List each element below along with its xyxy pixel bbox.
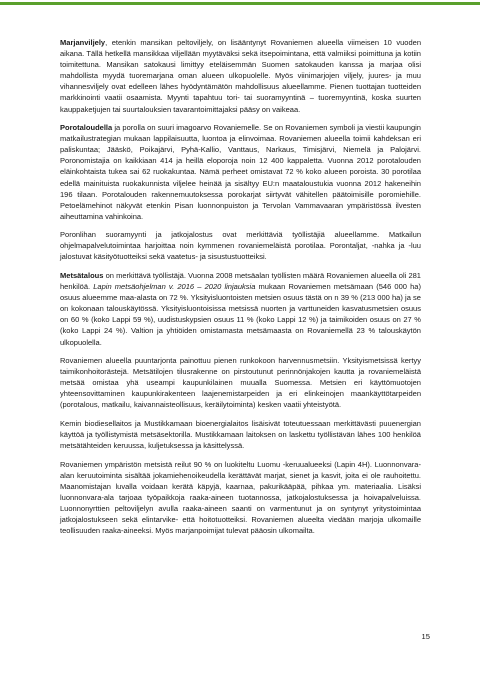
paragraph-text: ja porolla on suuri imagoarvo Rovaniemelle. Se on Rovaniemen symboli ja viestii kaupungin matkailustrategian mukaan lappilaisuutta, luontoa ja elinvoimaa. Rovaniemen alueella toimii kahdeksan eri paliskuntaa; Jääskö, Poikajärvi, Pyhä-Kallio, Vanttaus, Narkaus, Timisjärvi, Niemelä ja Palojärvi. Poronomistajia on kaikkiaan 414 ja heillä eloporoja noin 12 400 kappaletta. Vuonna 2012 porotalouden eläinkohtaista tukea sai 62 ruokakuntaa. Nämä perheet omistavat 72 % koko alueen poroista. 30 porotilaa edellä mainituista ruokakunnista viljelee heinää ja sisältyy EU:n maataloustukia vuonna 2012 hakeneihin 196 tilaan. Porotalouden rakennemuutoksessa porokarjat siirtyvät vähitellen päätoimisille poromiehille. Petoelämehinot näkyvät etenkin Pisan luonnonpuiston ja Tervolan Vammavaaran ympäristössä ilvesten aiheuttamina vahinkoina.: [60, 123, 421, 221]
paragraph-italic-reference: Lapin metsäohjelman v. 2016 – 2020 linjauksia: [93, 282, 256, 292]
paragraph-text: mukaan Rovaniemen metsämaan (546 000 ha) osuus alueemme maa-alasta on 72 %. Yksityisluontoisten metsien osuus tästä on n 39 % (213 000 ha) ja se on kokonaan talouskäytössä. Yksityisluontoisissa metsissä nuorten ja varttuneiden kasvatusmetsien osuus on 60 % (koko Lappi 59 %), uudistuskypsien osuus 11 % (koko Lappi 12 %) ja taimikoiden osuus on 27 % (koko Lappi 24 %). Valtion ja yhtiöiden omistamasta metsämaasta on Rovaniemellä 23 % talouskäytön ulkopuolella.: [60, 282, 421, 347]
paragraph-bioenergia: [60, 418, 421, 451]
paragraph-text: Rovaniemen ympäristön metsistä reilut 90 % on luokiteltu Luomu -keruualueeksi (Lapin 4H). Luonnonvara-alan keruutoiminta sisältää jokamiehenoikeudella kerättävät marjat, sienet ja kasvit, joita ei ole rauhoitettu. Maanomistajan luvalla voidaan kerätä käpyjä, kaarnaa, pakurikääpää, pihkaa ym. materiaalia. Lisäksi luonnonvara-ala tarjoaa työpaikkoja raaka-aineen tuotannossa, jatkojalostuksessa ja hoivapalveluissa. Luonnonyrttien peltoviljelyn avulla raaka-aineen saanti on varmentunut ja on syntynyt yritystoimintaa jatkojalostukseen sekä elintarvike- että hoitotuotteiksi. Rovaniemen alueelta viedään marjoja ulkomaille teollisuuden raaka-aineeksi. Myös marjanpoimijat tulevat pääosin ulkomailta.: [60, 459, 421, 536]
paragraph-lead: Porotaloudella: [60, 123, 113, 133]
paragraph-text: Kemin biodiesellaitos ja Mustikkamaan bioenergialaitos lisäisivät toteutuessaan merkittävästi puuenergian käyttöä ja työllistymistä metsäsektorilla. Mustikkamaan laitoksen on laskettu työllistävän lähes 100 henkilöä metsätähteiden keruussa, kuljetuksessa ja käsittelyssä.: [60, 418, 421, 451]
paragraph-lead: Marjanviljely: [60, 38, 106, 47]
paragraph-keruu: [60, 459, 421, 537]
paragraph-poronliha: [60, 229, 421, 262]
paragraph-porotalous: [60, 122, 421, 222]
paragraph-text: Poronlihan suoramyynti ja jatkojalostus ovat merkittäviä työllistäjiä alueellamme. Matkailun ohjelmapalvelutoimintaa harjoittaa noin kymmenen rovaniemeläistä porotilaa. Porontaljat, -nahka ja -luu jalostuvat käsityötuotteiksi sekä vaatetus- ja sisustustuotteiksi.: [60, 230, 421, 262]
header-rule: [0, 2, 480, 5]
paragraph-puuntarjonta: [60, 355, 421, 410]
paragraph-text-before-italic: on merkittävä työllistäjä. Vuonna 2008 metsäalan työllisten määrä Rovaniemen alueella oli 281 henkilöä.: [60, 270, 421, 292]
body-text: [60, 37, 421, 544]
paragraph-metsatalous: [60, 270, 421, 348]
paragraph-marjanviljely: [60, 37, 421, 115]
paragraph-text: Rovaniemen alueella puuntarjonta painottuu pienen runkokoon harvennusmetsiin. Yksityismetsissä kertyy taimikonhoitorästejä. Metsätilojen tilusrakenne on pirstoutunut perinnönjakojen kautta ja rovaniemeläistä metsää omistaa yhä useampi kaupunkilainen muualla Suomessa. Metsien eri käyttömuotojen yhteensovittaminen kaupunkirakenteen laajenemistarpeiden ja eri elinkeinojen maankäyttötarpeiden (porotalous, matkailu, kaivannaisteollisuus, keräilytoiminta) kesken vaatii yhteistyötä.: [60, 356, 421, 410]
paragraph-text: , etenkin mansikan peltoviljely, on lisääntynyt Rovaniemen alueella viimeisen 10 vuoden aikana. Tällä hetkellä mansikkaa viljellään myytäväksi sekä itsepoimintana, että valmiiksi poimittuna ja kotiin toimitettuna. Mansikan satokausi limittyy eteläisemmän Suomen satokauden kanssa ja marjaa olisi mahdollista myydä tuoremarjana oman alueen ulkopuolelle. Myös viinimarjojen viljely, juures- ja muu vihannesviljely ovat edelleen lähes hyödyntämätön mahdollisuus alueellamme. Pienen tuottajan tuotteiden markkinointi vaatii osaamista. Myynti tapahtuu tori- tai suoramyyntinä – tuoremyyntinä, koska suurten kauppaketjujen tai suurtalouksien tavarantoimittajaksi pääsy on vaikeaa.: [60, 38, 421, 114]
page-number: 15: [421, 632, 430, 641]
paragraph-lead: Metsätalous: [60, 270, 104, 280]
